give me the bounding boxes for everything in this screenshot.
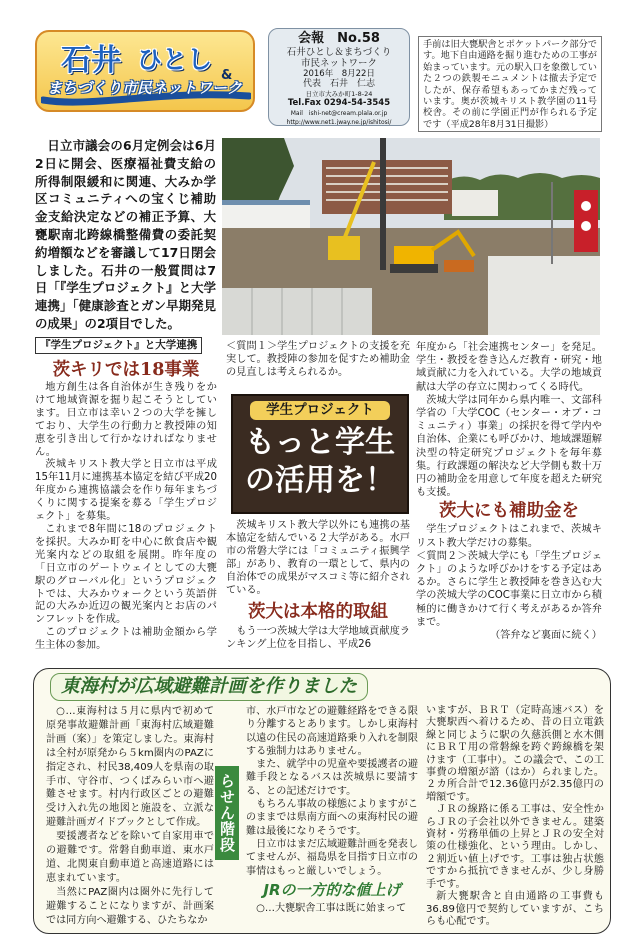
paragraph: 日立市はまだ広域避難計画を発表してませんが、福島県を目指す日立市の事情はもっと厳しいでしょう。 (246, 838, 418, 877)
section-label-vertical: らせん階段 (215, 766, 239, 860)
excavator-body (394, 246, 434, 266)
white-building-roof (222, 200, 310, 205)
paragraph-ibadai-cont: 年度から「社会連携センター」を発足。学生・教授を巻き込んだ教育・研究・地域貢献に力を入れている。大学の地域貢献は大学の存立に関わってくる時代。 (416, 342, 602, 393)
address: 日立市大みか町1-8-24 (305, 90, 373, 98)
window-row (326, 183, 448, 185)
right-column (416, 341, 602, 642)
tel-fax: Tel.Fax 0294-54-3545 (287, 98, 391, 108)
window-row (326, 167, 448, 169)
low-building (452, 190, 498, 216)
orange-machine (444, 260, 474, 272)
section-tag: 『学生プロジェクト』と大学連携 (35, 337, 202, 354)
heading-ibakiri: 茨キリでは18事業 (52, 360, 200, 380)
fence-left (222, 288, 372, 335)
question-1: ＜質問１＞学生プロジェクトの支援を充実して。教授陣の参加を促すため補助金の見直しは考えられるか。 (226, 341, 410, 378)
promo-line-1: もっと学生 (245, 425, 395, 460)
jr-heading: JRの一方的な値上げ (263, 880, 401, 899)
issue-number: 会報 No.58 (298, 31, 380, 46)
intro-paragraph: 日立市議会の6月定例会は6月2日に開会、医療福祉費支給の所得制限緩和に関連、大みか学区コミュニティへの宝くじ補助金支給決定などの補正予算、大甕駅南北跨線橋整備費の委託契約増額などを審議して17日閉会しました。石井の一般質問は7日「『学生プロジェクト』と大学連携」「健康診査とガン早期発見の成果」の2項目でした。 (35, 138, 216, 331)
wall-right (488, 256, 600, 335)
paragraph: 要援護者などを除いて自家用車での避難です。常磐自動車道、東水戸道、北関東自動車道と高速道路には恵まれています。 (46, 831, 214, 884)
paragraph-other-universities: 茨城キリスト教大学以外にも連携の基本協定を結んでいる２大学がある。水戸市の常磐大学には「コミュニティ振興学部」があり、教育の一環として、県内の自治体での成果がマスコミ等に紹介されている。 (226, 520, 410, 596)
paragraph: これまで8年間に18のプロジェクトを採択。大みか町を中心に飲食店や観光案内などの取組を展開。昨年度の「日立市のゲートウェイとしての大甕駅のグローバル化」というプロジェクトでは、大みかウォークという英語併記の大みか近辺の観光案内とお店のパンフレットを作成。 (35, 523, 217, 626)
paragraph: また、就学中の児童や要援護者の避難手段となるバスは茨城県に要請する、との記述だけです。 (246, 759, 418, 797)
paragraph: ＪＲの線路に係る工事は、安全性からＪＲの子会社以外できません。建築資材・労務単価の上昇とＪＲの安全対策の仕様強化、という理由。しかし、２割近い値上げです。工事は独占状態ですから抵抗できませんが、少し身勝手です。 (426, 804, 604, 890)
promo-box (231, 394, 409, 514)
logo-name-given: ひとし (137, 45, 213, 74)
logo-name-surname: 石井 (61, 43, 121, 78)
masthead-logo (35, 30, 255, 112)
paragraph: いますが、ＢＲＴ（定時高速バス）を大甕駅西へ着けるため、昔の日立電鉄線と同じように駅の久慈浜側と水木側にＢＲＴ用の常磐線を跨ぐ跨線橋を架けます（工事中）。この議会で、この工事費の増額が諮（はか）られました。２カ所合計で12.36億円が2.35億円の増額です。 (426, 705, 604, 803)
logo-ampersand: & (221, 68, 233, 83)
representative: 代表 石井 仁志 (302, 79, 375, 89)
paragraph-ibadai-start: もう一つ茨城大学は大学地域貢献度ランキング上位を目指し、平成26 (226, 626, 410, 650)
paragraph-coc: 茨城大学は同年から県内唯一、文部科学省の「大学COC（センター・オブ・コミュニティ）事業」の採択を得て学内や自治体、企業にも呼びかけ、地域課題解決型の特定研究プロジェクトを毎年募集。行政課題の解決など大学側も数十万円の補助金を用意して年度を超えた研究も支援。 (416, 394, 602, 499)
paragraph: もちろん事故の様態によりますがこのままでは県南方面への東海村民の避難は最後になりそうです。 (246, 799, 418, 837)
bottom-middle-column (246, 705, 418, 915)
construction-photo (222, 138, 600, 335)
issue-info-box (268, 28, 410, 126)
paragraph: 茨城キリスト教大学と日立市は平成15年11月に連携基本協定を結び平成20年度から連携協議会を作り毎年まちづくりに関する提案を募る「学生プロジェクト」を募集。 (35, 459, 217, 523)
excavator-tracks (390, 264, 438, 273)
heading-ibadai: 茨大は本格的取組 (248, 602, 388, 622)
left-column (35, 337, 217, 653)
paragraph: 市、水戸市などの避難経路をできる限り分離するとあります。しかし東海村以遠の住民の高速道路乗り入れを制限する強制力はありません。 (246, 706, 418, 757)
construction-photo-image (222, 138, 600, 335)
logo-subtitle: まちづくり市民ネットワーク (47, 79, 242, 97)
window-row (326, 191, 448, 193)
sign-mark (581, 201, 591, 211)
bottom-left-column (46, 705, 214, 928)
crane-mast (380, 138, 386, 270)
website-url: http://www.net1.jway.ne.jp/ishitosi/ (286, 119, 392, 126)
tokai-title: 東海村が広域避難計画を作りました (50, 673, 368, 701)
paragraph-subsidy: 学生プロジェクトはこれまで、茨城キリスト教大学だけの募集。 (416, 524, 602, 549)
promo-line-2: の活用を！ (245, 463, 395, 498)
issue-date: 2016年 8月22日 (303, 69, 375, 79)
paragraph: 新大甕駅舎と自由通路の工事費も36.89億円で契約していますが、こちらも心配です。 (426, 891, 604, 927)
promo-label: 学生プロジェクト (250, 401, 390, 420)
paragraph: 当然にPAZ圏内は圏外に先行して避難することになりますが、計画案では同方向へ避難する、ひたちなか (46, 886, 214, 926)
spiral-stairs-box (33, 668, 611, 934)
sign-mark (581, 221, 591, 231)
org-name-line1: 石井ひとし＆まちづくり (286, 47, 392, 58)
paragraph: このプロジェクトは補助金額から学生主体の参加。 (35, 627, 217, 652)
window-row (326, 175, 448, 177)
paragraph: 地方創生は各自治体が生き残りをかけて地域資源を掘り起こそうとしています。日立市は幸い２つの大学を擁しており、大学生の行動力と教授陣の知恵を引き出して行かなければなりません。 (35, 382, 217, 458)
heading-subsidy: 茨大にも補助金を (439, 501, 579, 522)
continued-note: （答弁など裏面に続く） (489, 630, 602, 642)
mail-address: Mail ishi-net@cream.plala.or.jp (290, 110, 388, 117)
question-2: ＜質問２＞茨城大学にも「学生プロジェクト」のような呼びかけをする予定はあるか。さらに学生と教授陣を巻き込む大学の茨城大学のCOC事業に日立市から積極的に働きかけて行く考えがあるか答弁まで。 (416, 550, 602, 628)
paragraph: ○…東海村は５月に県内で初めて原発事故避難計画「東海村広域避難計画（案）」を策定しました。東海村は全村が原発から５km圏内のPAZに指定され、村民38,409人を県南の取手市、守谷市、つくばみらい市へ避難させます。村内行政区ごとの避難受け入れ先の地図と施設を、立派な避難計画ガイドブックとして作成。 (46, 706, 214, 829)
window-row (326, 199, 448, 201)
photo-caption: 手前は旧大甕駅舎とポケットパーク部分です。地下自由通路を掘り進むための工事が始まっています。元の駅入口を象徴していた２つの鉄製モニュメントは撤去予定でしたが、保存希望もあってかまだ残っています。奥が茨城キリスト教学園の11号校舎。その前に学園正門が作られる予定です（平成28年8月31日撮影） (418, 36, 602, 132)
bottom-right-column (426, 705, 604, 928)
piling-rig (328, 236, 360, 260)
org-name-line2: 市民ネットワーク (300, 58, 377, 69)
paragraph: ○…大甕駅舎工事は既に始まって (256, 902, 407, 914)
